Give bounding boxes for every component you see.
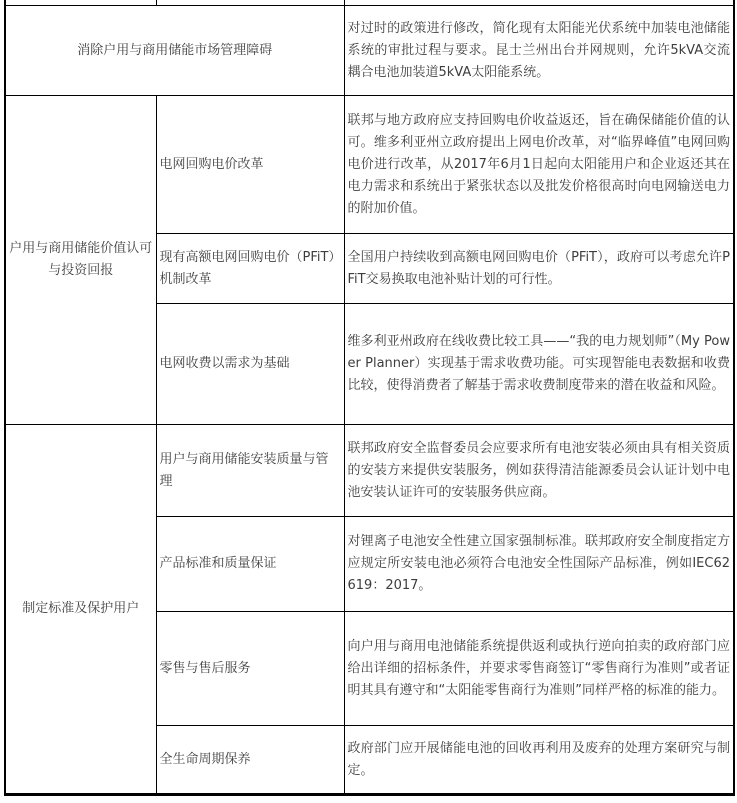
measure-cell: 电网回购电价改革 bbox=[156, 96, 344, 234]
detail-cell: 对过时的政策进行修改，简化现有太阳能光伏系统中加装电池储能系统的审批过程与要求。昆士兰州出台并网规则，允许5kVA交流耦合电池加装道5kVA太阳能系统。 bbox=[344, 6, 734, 96]
measure-cell: 现有高额电网回购电价（PFiT）机制改革 bbox=[156, 234, 344, 304]
detail-cell: 对锂离子电池安全性建立国家强制标准。联邦政府安全制度指定方应规定所安装电池必须符合电池安全性国际产品标准，例如IEC62619：2017。 bbox=[344, 517, 734, 612]
category-cell-market-barriers: 消除户用与商用储能市场管理障碍 bbox=[5, 6, 344, 96]
measure-cell: 电网收费以需求为基础 bbox=[156, 304, 344, 425]
measure-cell: 全生命周期保养 bbox=[156, 726, 344, 795]
table-row bbox=[5, 6, 734, 96]
document-page bbox=[4, 0, 735, 796]
category-cell-value-recognition: 户用与商用储能价值认可与投资回报 bbox=[5, 96, 156, 425]
policy-measures-table bbox=[4, 0, 735, 796]
detail-cell: 联邦政府安全监督委员会应要求所有电池安装必须由具有相关资质的安装方来提供安装服务，例如获得清洁能源委员会认证计划中电池安装认证许可的安装服务供应商。 bbox=[344, 425, 734, 517]
detail-cell: 维多利亚州政府在线收费比较工具——“我的电力规划师”（My Power Planner）实现基于需求收费功能。可实现智能电表数据和收费比较，使得消费者了解基于需求收费制度带来的潜在收益和风险。 bbox=[344, 304, 734, 425]
detail-cell: 政府部门应开展储能电池的回收再利用及废弃的处理方案研究与制定。 bbox=[344, 726, 734, 795]
category-cell-standards-protection: 制定标准及保护用户 bbox=[5, 425, 156, 795]
detail-cell: 全国用户持续收到高额电网回购电价（PFiT），政府可以考虑允许PFiT交易换取电池补贴计划的可行性。 bbox=[344, 234, 734, 304]
measure-cell: 用户与商用储能安装质量与管理 bbox=[156, 425, 344, 517]
table-row bbox=[5, 96, 734, 234]
detail-cell: 向户用与商用电池储能系统提供返利或执行逆向拍卖的政府部门应给出详细的招标条件，并要求零售商签订“零售商行为准则”或者证明其具有遵守和“太阳能零售商行为准则”同样严格的标准的能力。 bbox=[344, 612, 734, 726]
detail-cell: 联邦与地方政府应支持回购电价收益返还，旨在确保储能价值的认可。维多利亚州立政府提出上网电价改革，对“临界峰值”电网回购电价进行改革，从2017年6月1日起向太阳能用户和企业返还其在电力需求和系统出于紧张状态以及批发价格很高时向电网输送电力的附加价值。 bbox=[344, 96, 734, 234]
table-row bbox=[5, 425, 734, 517]
measure-cell: 零售与售后服务 bbox=[156, 612, 344, 726]
measure-cell: 产品标准和质量保证 bbox=[156, 517, 344, 612]
